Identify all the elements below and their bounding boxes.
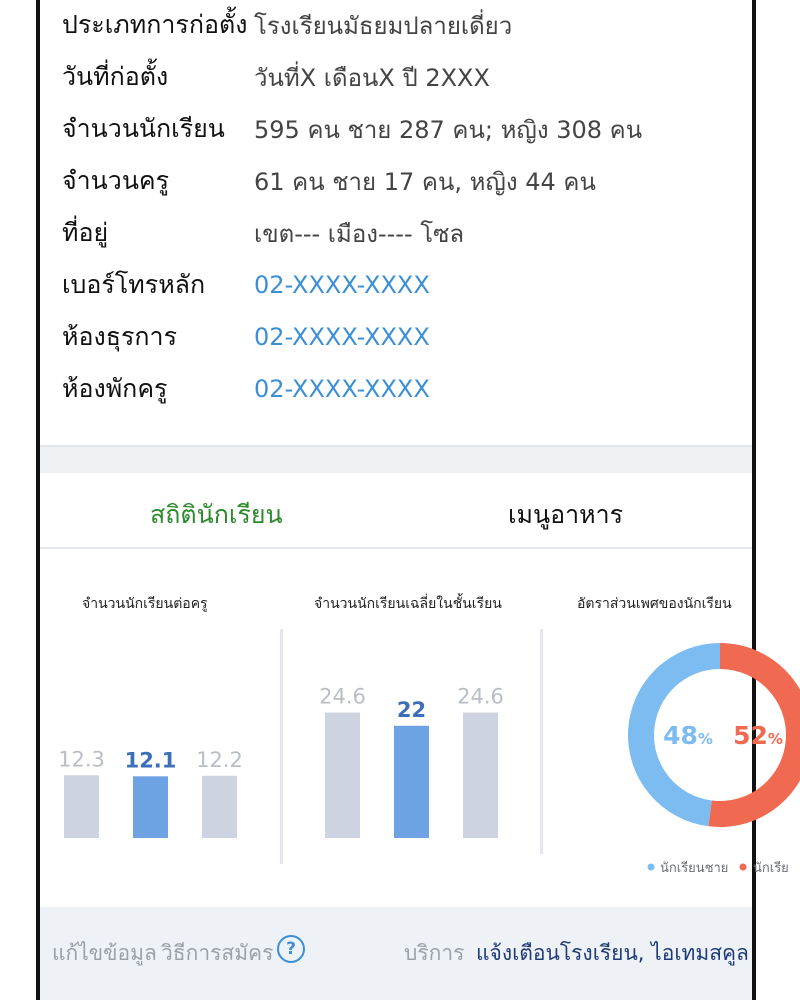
chart-divider bbox=[540, 629, 543, 854]
school-info-panel bbox=[40, 0, 752, 445]
students-per-teacher-value-label-1: 12.3 bbox=[58, 747, 105, 772]
students-per-teacher-value-label-2: 12.1 bbox=[124, 748, 177, 773]
students-per-teacher-chart bbox=[40, 549, 280, 909]
footer-bar bbox=[40, 907, 752, 1000]
tab-student-stats[interactable]: สถิตินักเรียน bbox=[150, 500, 283, 529]
right-border bbox=[752, 0, 756, 1000]
teachers-room-phone-link[interactable]: 02-XXXX-XXXX bbox=[254, 375, 430, 403]
chart-title-students-per-teacher: จำนวนนักเรียนต่อครู bbox=[82, 596, 208, 612]
info-label: จำนวนนักเรียน bbox=[62, 114, 225, 143]
legend-dot-male bbox=[648, 864, 655, 871]
avg-class-size-value-label-1: 24.6 bbox=[319, 684, 366, 709]
info-value: 61 คน ชาย 17 คน, หญิง 44 คน bbox=[254, 167, 596, 196]
chart-title-avg-class-size: จำนวนนักเรียนเฉลี่ยในชั้นเรียน bbox=[314, 596, 502, 612]
info-value: โรงเรียนมัธยมปลายเดี่ยว bbox=[254, 11, 513, 40]
info-value: วันที่X เดือนX ปี 2XXX bbox=[254, 63, 490, 92]
info-label: ห้องธุรการ bbox=[62, 322, 177, 351]
avg-class-size-bar-2 bbox=[394, 726, 429, 838]
info-label: ห้องพักครู bbox=[62, 374, 168, 403]
avg-class-size-value-label-3: 24.6 bbox=[457, 684, 504, 709]
legend-label-female: นักเรีย bbox=[753, 861, 789, 876]
info-label: ที่อยู่ bbox=[62, 218, 109, 247]
tab-bar bbox=[40, 473, 752, 549]
students-per-teacher-bar-2 bbox=[133, 776, 168, 838]
stats-panel bbox=[40, 549, 789, 909]
info-label: จำนวนครู bbox=[62, 166, 170, 195]
help-icon[interactable]: ? bbox=[277, 935, 305, 963]
chart-divider bbox=[280, 629, 283, 864]
info-value: เขต--- เมือง---- โซล bbox=[254, 219, 465, 248]
services-link[interactable]: แจ้งเตือนโรงเรียน, ไอเทมสคูล bbox=[476, 941, 749, 965]
main-phone-link[interactable]: 02-XXXX-XXXX bbox=[254, 271, 430, 299]
how-to-apply-link[interactable]: วิธีการสมัคร bbox=[161, 941, 274, 965]
students-per-teacher-bar-1 bbox=[64, 775, 99, 838]
students-per-teacher-value-label-3: 12.2 bbox=[196, 747, 243, 772]
edit-info-link[interactable]: แก้ไขข้อมูล bbox=[52, 941, 157, 965]
info-value: 595 คน ชาย 287 คน; หญิง 308 คน bbox=[254, 115, 643, 144]
tab-food-menu[interactable]: เมนูอาหาร bbox=[508, 500, 624, 529]
female-percent-label: 52% bbox=[733, 721, 783, 750]
avg-class-size-bar-3 bbox=[463, 713, 498, 838]
admin-office-phone-link[interactable]: 02-XXXX-XXXX bbox=[254, 323, 430, 351]
info-label: เบอร์โทรหลัก bbox=[62, 270, 206, 299]
services-label: บริการ bbox=[404, 941, 465, 965]
avg-class-size-chart bbox=[290, 549, 530, 909]
students-per-teacher-bar-3 bbox=[202, 776, 237, 838]
legend-label-male: นักเรียนชาย bbox=[660, 861, 729, 876]
info-label: วันที่ก่อตั้ง bbox=[62, 62, 169, 91]
chart-title-gender-ratio: อัตราส่วนเพศของนักเรียน bbox=[577, 596, 732, 612]
avg-class-size-bar-1 bbox=[325, 713, 360, 838]
section-separator bbox=[40, 445, 752, 473]
legend-dot-female bbox=[740, 864, 747, 871]
gender-ratio-chart bbox=[550, 549, 789, 909]
male-percent-label: 48% bbox=[663, 721, 713, 750]
info-label: ประเภทการก่อตั้ง bbox=[62, 10, 248, 39]
avg-class-size-value-label-2: 22 bbox=[396, 697, 427, 722]
